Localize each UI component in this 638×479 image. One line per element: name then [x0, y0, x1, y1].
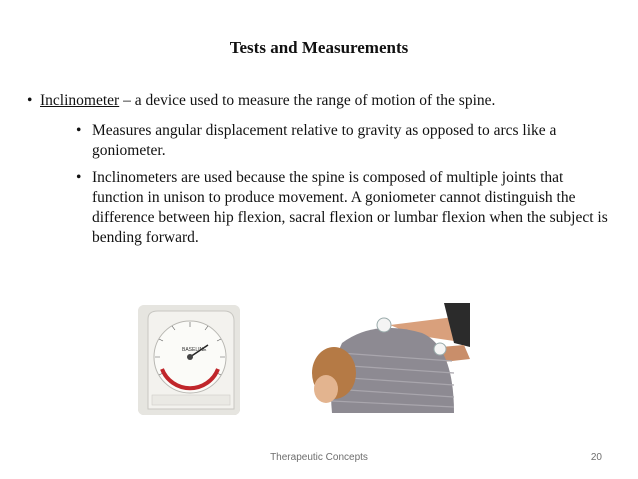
footer-course: Therapeutic Concepts	[270, 452, 368, 463]
device-label: BASELINE	[182, 347, 207, 353]
patient-drawing	[304, 303, 470, 413]
bullet-icon: •	[27, 92, 33, 109]
bullet-icon: •	[76, 122, 82, 139]
bullet-inclinometer	[27, 91, 620, 111]
inclinometer-photo	[138, 305, 240, 415]
sub-bullet-spine	[76, 168, 612, 248]
term-inclinometer: Inclinometer	[40, 92, 120, 109]
sub-bullet-angular	[76, 121, 612, 161]
page-number: 20	[590, 452, 602, 463]
inclinometer-drawing	[138, 305, 240, 415]
bullet-text: – a device used to measure the range of motion of the spine.	[119, 92, 496, 109]
bullet-icon: •	[76, 169, 82, 186]
patient-measurement-photo	[304, 303, 470, 413]
sub-bullet-text: Measures angular displacement relative to gravity as opposed to arcs like a goniometer.	[92, 122, 557, 159]
slide-title: Tests and Measurements	[229, 38, 409, 57]
sub-bullet-text: Inclinometers are used because the spine is composed of multiple joints that function in unison to produce movement. A goniometer cannot distinguish the difference between hip flexion, sacral flexion or lumbar flexion when the subject is bending forward.	[92, 169, 608, 246]
